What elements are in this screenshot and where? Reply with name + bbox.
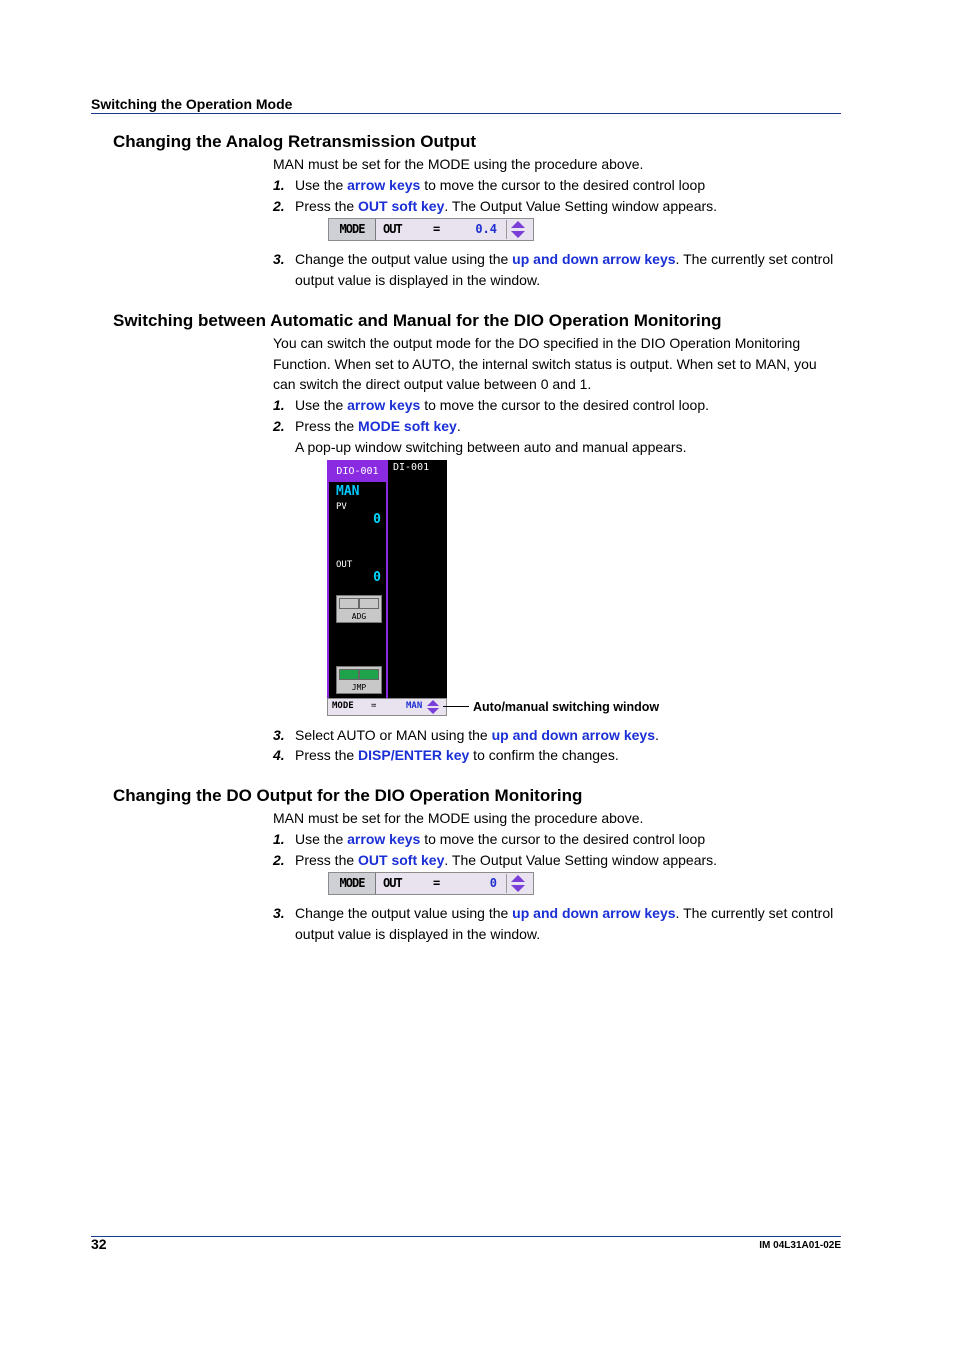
step-text: . The currently set control output value is displayed in the window. [295, 251, 834, 288]
mode-label: MODE [329, 873, 376, 894]
step-text: Use the [295, 831, 348, 847]
up-down-arrows-icon [424, 699, 442, 715]
lamp-indicator [359, 669, 379, 680]
pv-value: 0 [373, 512, 381, 527]
lamp-indicator [339, 669, 359, 680]
jmp-switch [336, 666, 382, 694]
key-name: arrow keys [347, 177, 421, 193]
dio-monitor-panel [327, 460, 447, 700]
up-down-arrows-icon [506, 874, 529, 893]
lamp-indicator [339, 598, 359, 609]
step-text: Use the [295, 177, 348, 193]
step-number: 4. [273, 747, 285, 763]
up-down-arrows-icon [506, 220, 529, 239]
step-text: to move the cursor to the desired control loop [420, 831, 706, 847]
section-intro: You can switch the output mode for the DO specified in the DIO Operation Monitoring Function. When set to AUTO, the internal switch status is output. When set to MAN, you can switch the direct output value between 0 and 1. [273, 335, 817, 392]
key-name: arrow keys [347, 831, 421, 847]
section-heading-analog: Changing the Analog Retransmission Output [113, 132, 476, 151]
step-text: Use the [295, 397, 348, 413]
equals-sign: = [433, 876, 441, 890]
step-number: 3. [273, 251, 285, 267]
mode-value: MAN [406, 701, 423, 711]
equals-sign: = [433, 222, 441, 236]
step-text: to confirm the changes. [469, 747, 619, 763]
key-name: up and down arrow keys [491, 727, 655, 743]
callout-label: Auto/manual switching window [473, 700, 660, 714]
step-text: to move the cursor to the desired control loop [420, 177, 706, 193]
output-value: 0.4 [475, 222, 497, 236]
section-intro: MAN must be set for the MODE using the procedure above. [273, 810, 644, 826]
mode-label: MODE [329, 219, 376, 240]
step-text: Press the [295, 852, 359, 868]
step-number: 2. [273, 418, 285, 434]
step-number: 2. [273, 852, 285, 868]
running-header: Switching the Operation Mode [91, 96, 293, 112]
key-name: MODE soft key [358, 418, 457, 434]
step-number: 1. [273, 397, 285, 413]
step-text: . The Output Value Setting window appears. [444, 198, 718, 214]
channel-dio-001 [327, 460, 388, 700]
step-text: Press the [295, 747, 359, 763]
switch-caption: JMP [351, 683, 367, 692]
step-text: Press the [295, 418, 359, 434]
switch-caption: ADG [351, 612, 367, 621]
footer-rule [91, 1236, 841, 1237]
output-value-window [328, 218, 534, 241]
auto-manual-switching-window [327, 698, 447, 716]
page-number: 32 [91, 1236, 107, 1252]
step-number: 1. [273, 177, 285, 193]
output-value-window [328, 872, 534, 895]
lamp-indicator [359, 598, 379, 609]
step-text: . [456, 418, 461, 434]
step-text: . The currently set control output value is displayed in the window. [295, 905, 834, 942]
adg-switch [336, 595, 382, 623]
step-text: Select AUTO or MAN using the [295, 727, 492, 743]
step-note: A pop-up window switching between auto and manual appears. [295, 439, 687, 455]
key-name: OUT soft key [358, 198, 445, 214]
key-name: arrow keys [347, 397, 421, 413]
channel-tag: DI-001 [393, 462, 430, 473]
step-text: . The Output Value Setting window appears. [444, 852, 718, 868]
equals-sign: = [371, 701, 377, 711]
output-value: 0 [489, 876, 497, 890]
out-value: 0 [373, 570, 381, 585]
out-label: OUT [383, 222, 402, 236]
out-label: OUT [336, 560, 353, 570]
section-intro: MAN must be set for the MODE using the procedure above. [273, 156, 644, 172]
step-text: Press the [295, 198, 359, 214]
section-heading-auto-manual: Switching between Automatic and Manual for the DIO Operation Monitoring [113, 311, 722, 330]
step-text: Change the output value using the [295, 905, 513, 921]
step-number: 1. [273, 831, 285, 847]
header-rule [91, 113, 841, 114]
channel-tag: DIO-001 [329, 462, 386, 482]
mode-indicator: MAN [336, 484, 360, 499]
mode-label: MODE [332, 701, 354, 711]
callout-leader-line [443, 706, 469, 707]
key-name: OUT soft key [358, 852, 445, 868]
pv-label: PV [336, 502, 347, 512]
document-id: IM 04L31A01-02E [759, 1240, 841, 1251]
step-text: Change the output value using the [295, 251, 513, 267]
key-name: up and down arrow keys [512, 905, 676, 921]
step-text: to move the cursor to the desired control loop. [420, 397, 710, 413]
out-label: OUT [383, 876, 402, 890]
section-heading-do-output: Changing the DO Output for the DIO Operation Monitoring [113, 786, 583, 805]
key-name: up and down arrow keys [512, 251, 676, 267]
step-text: . [654, 727, 659, 743]
step-number: 3. [273, 727, 285, 743]
step-number: 2. [273, 198, 285, 214]
step-number: 3. [273, 905, 285, 921]
key-name: DISP/ENTER key [358, 747, 470, 763]
